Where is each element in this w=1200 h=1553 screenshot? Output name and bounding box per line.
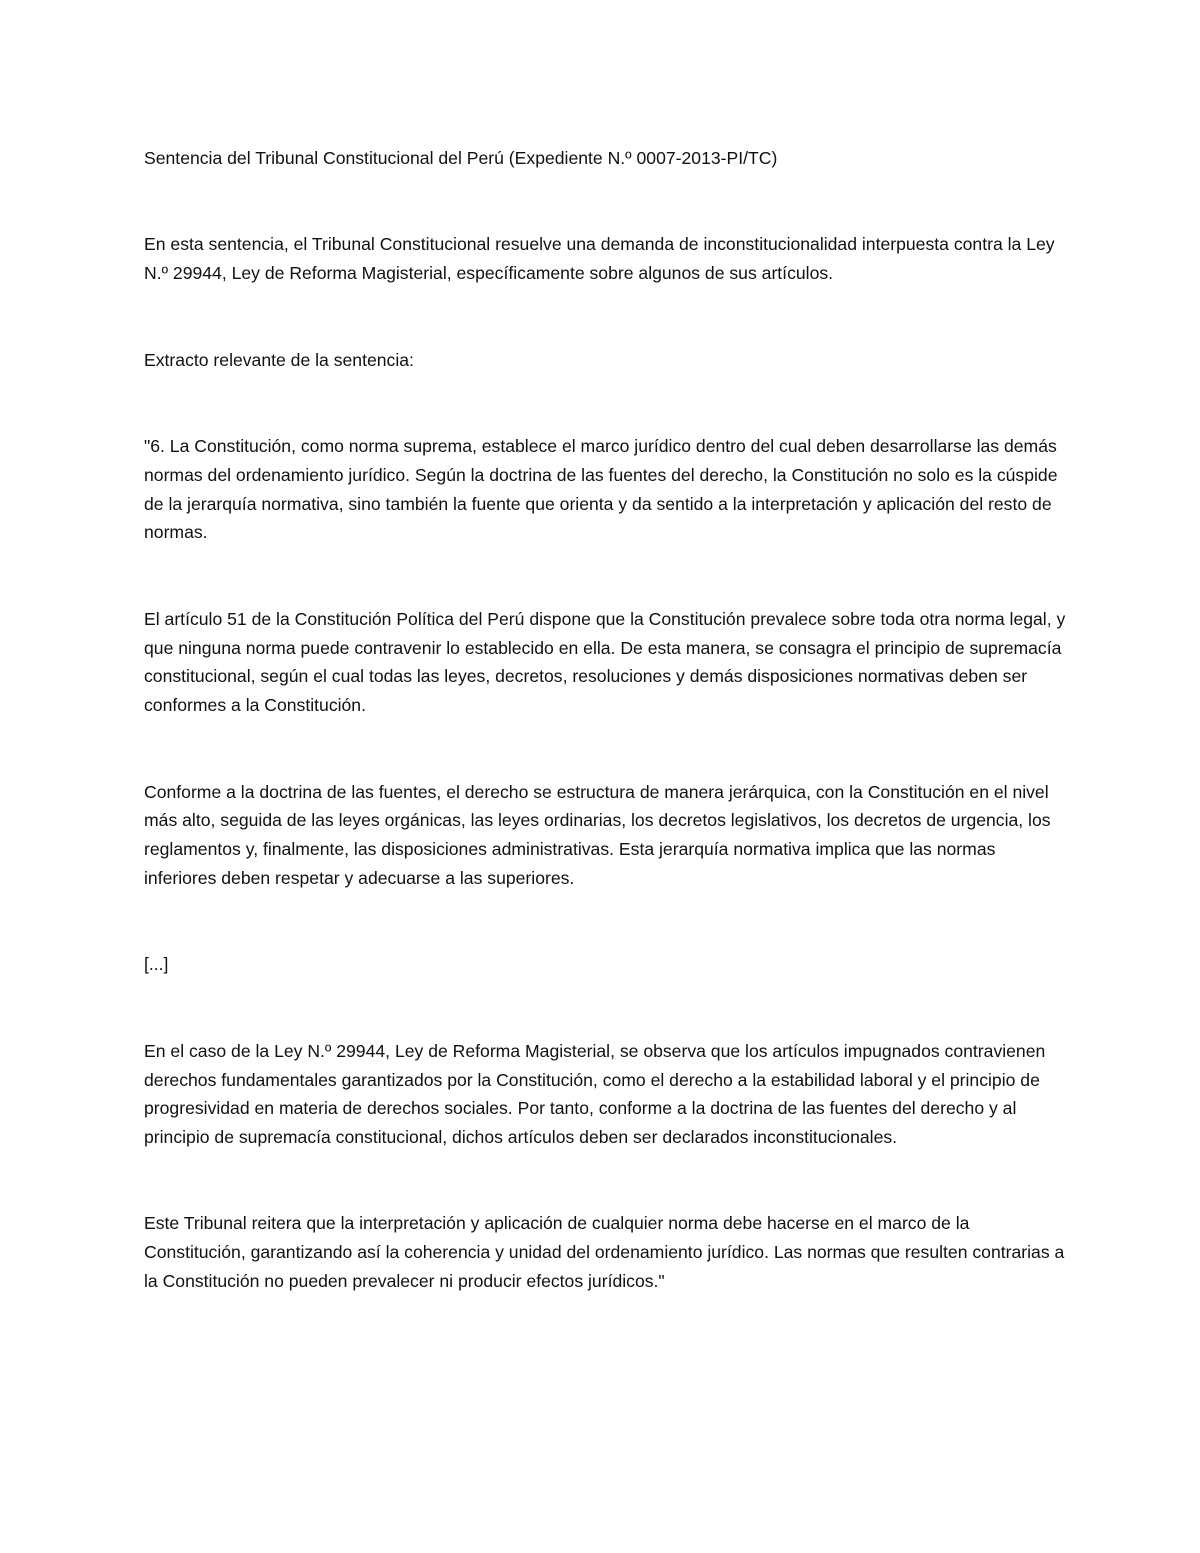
excerpt-paragraph-4: En el caso de la Ley N.º 29944, Ley de Reforma Magisterial, se observa que los artículos impugnados contravienen derechos fundamentales garantizados por la Constitución, como el derecho a la estabilidad laboral y el principio de progresividad en materia de derechos sociales. Por tanto, conforme a la doctrina de las fuentes del derecho y al principio de supremacía constitucional, dichos artículos deben ser declarados inconstitucionales. (144, 1040, 1046, 1148)
excerpt-paragraph-5: Este Tribunal reitera que la interpretación y aplicación de cualquier norma debe hacerse en el marco de la Constitución, garantizando así la coherencia y unidad del ordenamiento jurídico. Las normas que resulten contrarias a la Constitución no pueden prevalecer ni producir efectos jurídicos." (144, 1213, 1065, 1292)
excerpt-heading: Extracto relevante de la sentencia: (144, 349, 414, 370)
document-body (144, 144, 1066, 1296)
intro-paragraph: En esta sentencia, el Tribunal Constitucional resuelve una demanda de inconstitucionalidad interpuesta contra la Ley N.º 29944, Ley de Reforma Magisterial, específicamente sobre algunos de sus artículos. (144, 234, 1055, 284)
excerpt-paragraph-2: El artículo 51 de la Constitución Política del Perú dispone que la Constitución prevalece sobre toda otra norma legal, y que ninguna norma puede contravenir lo establecido en ella. De esta manera, se consagra el principio de supremacía constitucional, según el cual todas las leyes, decretos, resoluciones y demás disposiciones normativas deben ser conformes a la Constitución. (144, 608, 1066, 716)
excerpt-paragraph-3: Conforme a la doctrina de las fuentes, el derecho se estructura de manera jerárquica, con la Constitución en el nivel más alto, seguida de las leyes orgánicas, las leyes ordinarias, los decretos legislativos, los decretos de urgencia, los reglamentos y, finalmente, las disposiciones administrativas. Esta jerarquía normativa implica que las normas inferiores deben respetar y adecuarse a las superiores. (144, 781, 1051, 888)
document-title: Sentencia del Tribunal Constitucional del Perú (Expediente N.º 0007-2013-PI/TC) (144, 148, 778, 168)
ellipsis-marker: [...] (144, 954, 169, 975)
excerpt-paragraph-1: "6. La Constitución, como norma suprema, establece el marco jurídico dentro del cual deben desarrollarse las demás normas del ordenamiento jurídico. Según la doctrina de las fuentes del derecho, la Constitución no solo es la cúspide de la jerarquía normativa, sino también la fuente que orienta y da sentido a la interpretación y aplicación del resto de normas. (144, 435, 1058, 543)
